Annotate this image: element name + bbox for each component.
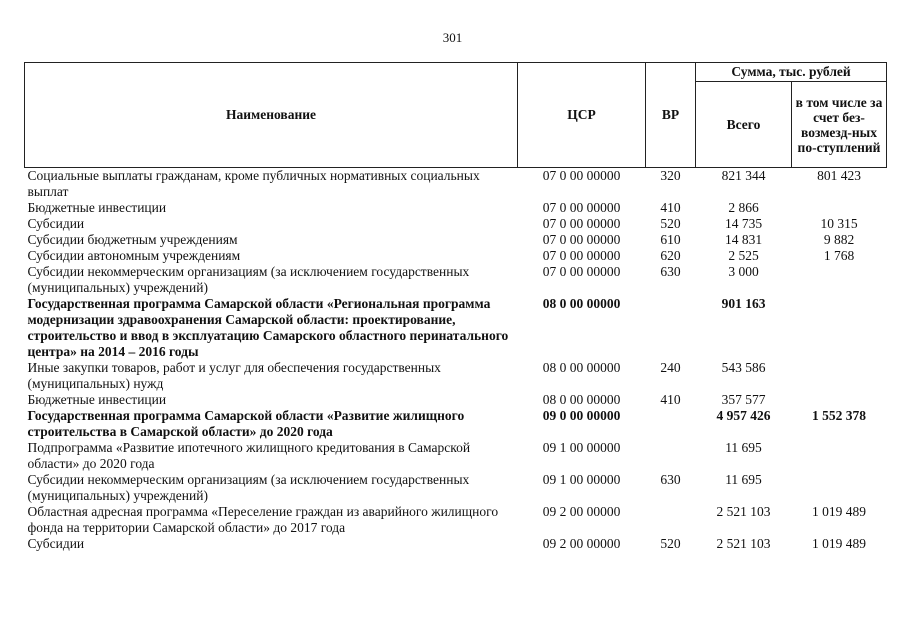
cell-total: 2 525	[728, 248, 759, 263]
header-sum-group: Сумма, тыс. рублей	[696, 63, 887, 82]
cell-total: 3 000	[728, 264, 759, 279]
cell-csr: 07 0 00 00000	[542, 248, 621, 263]
cell-name: Бюджетные инвестиции	[27, 200, 167, 215]
cell-name: Субсидии некоммерческим организациям (за исключением государственных (муниципальных) учреждений)	[27, 472, 470, 503]
cell-total: 543 586	[721, 360, 766, 375]
cell-grants: 1 768	[823, 248, 855, 263]
table-row	[25, 440, 887, 472]
table-row	[25, 232, 887, 248]
header-grants: в том числе за счет без-возмезд-ных по-ступлений	[792, 82, 887, 168]
cell-vr: 630	[660, 264, 681, 279]
cell-csr: 09 2 00 00000	[542, 536, 621, 551]
cell-vr: 320	[660, 168, 681, 183]
table-row	[25, 408, 887, 440]
cell-vr: 410	[660, 392, 681, 407]
header-total: Всего	[696, 82, 792, 168]
cell-name: Подпрограмма «Развитие ипотечного жилищного кредитования в Самарской области» до 2020 года	[27, 440, 471, 471]
cell-grants	[792, 440, 887, 472]
cell-grants: 10 315	[820, 216, 858, 231]
cell-vr: 520	[660, 216, 681, 231]
cell-name: Иные закупки товаров, работ и услуг для обеспечения государственных (муниципальных) нужд	[27, 360, 441, 391]
cell-csr: 08 0 00 00000	[542, 360, 621, 375]
cell-csr: 07 0 00 00000	[542, 264, 621, 279]
cell-vr	[646, 408, 696, 440]
table-row	[25, 168, 887, 201]
header-csr: ЦСР	[518, 63, 646, 168]
cell-name: Социальные выплаты гражданам, кроме публичных нормативных социальных выплат	[27, 168, 480, 199]
cell-vr	[646, 440, 696, 472]
cell-vr: 410	[660, 200, 681, 215]
cell-total: 357 577	[721, 392, 766, 407]
cell-total: 4 957 426	[716, 408, 771, 423]
table-body	[25, 168, 887, 553]
cell-grants	[792, 264, 887, 296]
cell-name: Субсидии некоммерческим организациям (за исключением государственных (муниципальных) учреждений)	[27, 264, 470, 295]
cell-grants	[792, 296, 887, 360]
cell-csr: 07 0 00 00000	[542, 216, 621, 231]
cell-grants	[792, 472, 887, 504]
cell-name: Субсидии бюджетным учреждениям	[27, 232, 238, 247]
table-header	[25, 63, 887, 168]
table-row	[25, 296, 887, 360]
cell-csr: 08 0 00 00000	[542, 296, 621, 311]
cell-total: 14 831	[724, 232, 763, 247]
cell-vr: 610	[660, 232, 681, 247]
cell-vr	[646, 296, 696, 360]
cell-grants	[792, 360, 887, 392]
cell-csr: 09 1 00 00000	[542, 472, 621, 487]
table-row	[25, 216, 887, 232]
cell-vr: 240	[660, 360, 681, 375]
cell-total: 821 344	[721, 168, 766, 183]
cell-name: Субсидии	[27, 536, 85, 551]
cell-csr: 09 0 00 00000	[542, 408, 621, 423]
cell-grants: 9 882	[823, 232, 855, 247]
cell-name: Государственная программа Самарской области «Региональная программа модернизации здравоохранения Самарской области: проектирование, строительство и ввод в эксплуатацию Самарского областного перинатального центра» на 2014 – 2016 годы	[27, 296, 509, 359]
table-row	[25, 472, 887, 504]
cell-grants: 1 552 378	[812, 408, 866, 423]
cell-name: Государственная программа Самарской области «Развитие жилищного строительства в Самарской области» до 2020 года	[27, 408, 465, 439]
cell-total: 901 163	[721, 296, 766, 311]
budget-table	[24, 62, 887, 552]
cell-vr	[646, 504, 696, 536]
table-row	[25, 200, 887, 216]
cell-total: 11 695	[725, 472, 762, 487]
table-row	[25, 504, 887, 536]
cell-csr: 09 1 00 00000	[542, 440, 621, 455]
page-number: 301	[442, 30, 463, 45]
cell-total: 14 735	[724, 216, 763, 231]
cell-name: Субсидии автономным учреждениям	[27, 248, 241, 263]
cell-grants	[792, 200, 887, 216]
cell-grants	[792, 392, 887, 408]
table-row	[25, 360, 887, 392]
cell-csr: 09 2 00 00000	[542, 504, 621, 519]
cell-vr: 630	[660, 472, 681, 487]
cell-grants: 1 019 489	[812, 504, 866, 519]
cell-vr: 620	[660, 248, 681, 263]
cell-total: 2 866	[728, 200, 759, 215]
table-row	[25, 248, 887, 264]
cell-grants: 1 019 489	[812, 536, 866, 551]
cell-total: 11 695	[725, 440, 762, 455]
cell-csr: 07 0 00 00000	[542, 232, 621, 247]
table-row	[25, 264, 887, 296]
header-vr: ВР	[646, 63, 696, 168]
cell-grants: 801 423	[817, 168, 861, 183]
cell-name: Субсидии	[27, 216, 85, 231]
cell-vr: 520	[660, 536, 681, 551]
table-row	[25, 536, 887, 552]
cell-name: Областная адресная программа «Переселение граждан из аварийного жилищного фонда на территории Самарской области» до 2017 года	[27, 504, 499, 535]
cell-name: Бюджетные инвестиции	[27, 392, 167, 407]
header-name: Наименование	[25, 63, 518, 168]
cell-csr: 07 0 00 00000	[542, 200, 621, 215]
cell-csr: 08 0 00 00000	[542, 392, 621, 407]
cell-csr: 07 0 00 00000	[542, 168, 621, 183]
table-row	[25, 392, 887, 408]
cell-total: 2 521 103	[716, 504, 771, 519]
cell-total: 2 521 103	[716, 536, 771, 551]
